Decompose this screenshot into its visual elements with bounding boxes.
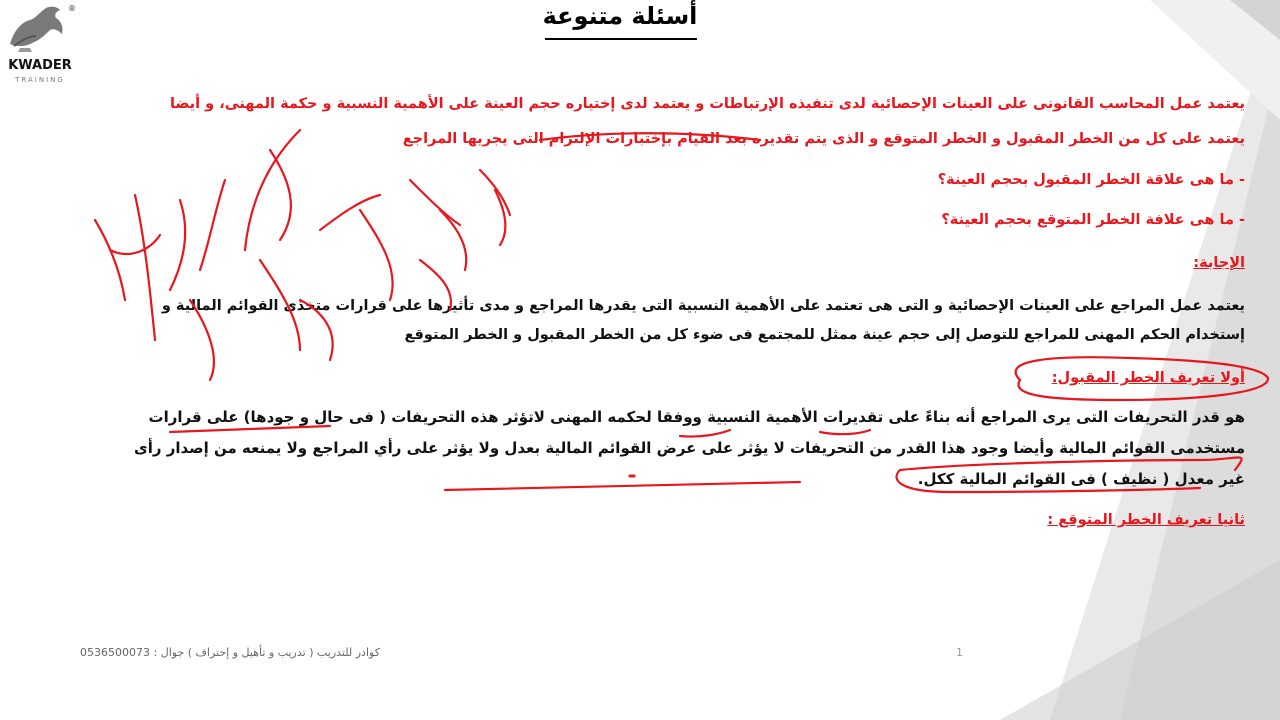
section1-line-3: غير معدل ( نظيف ) فى القوائم المالية ككل.: [917, 470, 1245, 488]
question-line-2: يعتمد على كل من الخطر المقبول و الخطر المتوقع و الذى يتم تقديره بعد القيام بإختبارات الإلتزام التى يجريها المراجع: [402, 131, 1245, 147]
sub-question-2: - ما هى علافة الخطر المتوقع بحجم العينة؟: [941, 212, 1245, 228]
section1-heading: أولا تعريف الخطر المقبول:: [1051, 370, 1245, 386]
question-line-1: يعتمد عمل المحاسب القانونى على العينات الإحصائية لدى تنفيذه الإرتباطات و يعتمد لدى إختياره حجم العينة على الأهمية النسبية و حكمة المهنى، و أيضا: [169, 96, 1245, 112]
section1-line-2: مستخدمى القوائم المالية وأيضا وجود هذا القدر من التحريفات لا يؤثر على عرض القوائم المالية بعدل ولا يؤثر على رأي المراجع ولا يمنعه من إصدار رأى: [133, 439, 1245, 457]
logo-brand-en: KWADER: [8, 58, 72, 73]
footer-text: كوادر للتدريب ( تدريب و تأهيل و إحتراف ) جوال : 0536500073: [80, 646, 380, 659]
section1-line-1: هو قدر التحريفات التى يرى المراجع أنه بناءً على تقديرات الأهمية النسبية ووفقا لحكمه المهنى لاتؤثر هذه التحريفات ( فى حال و جودها) على قرارات: [148, 408, 1245, 426]
logo-reg: ®: [68, 4, 76, 13]
company-logo: [0, 0, 80, 90]
logo-sub: TRAINING: [15, 76, 65, 84]
answer-line-2: إستخدام الحكم المهنى للمراجع للتوصل إلى حجم عينة ممثل للمجتمع فى ضوء كل من الخطر المقبول و الخطر المتوقع: [404, 327, 1245, 343]
page-title: أسئلة متنوعة: [542, 2, 698, 30]
answer-line-1: يعتمد عمل المراجع على العينات الإحصائية و التى هى تعتمد على الأهمية النسبية التى يقدرها المراجع و مدى تأثيرها على قرارات متخذى القوائم المالية و: [161, 298, 1245, 314]
sub-question-1: - ما هى علاقة الخطر المقبول بحجم العينة؟: [937, 172, 1245, 188]
page-number: 1: [956, 646, 963, 659]
title-underline: [545, 38, 697, 40]
section2-heading: ثانيا تعريف الخطر المتوقع :: [1047, 512, 1245, 528]
answer-label: الإجابة:: [1193, 255, 1245, 271]
